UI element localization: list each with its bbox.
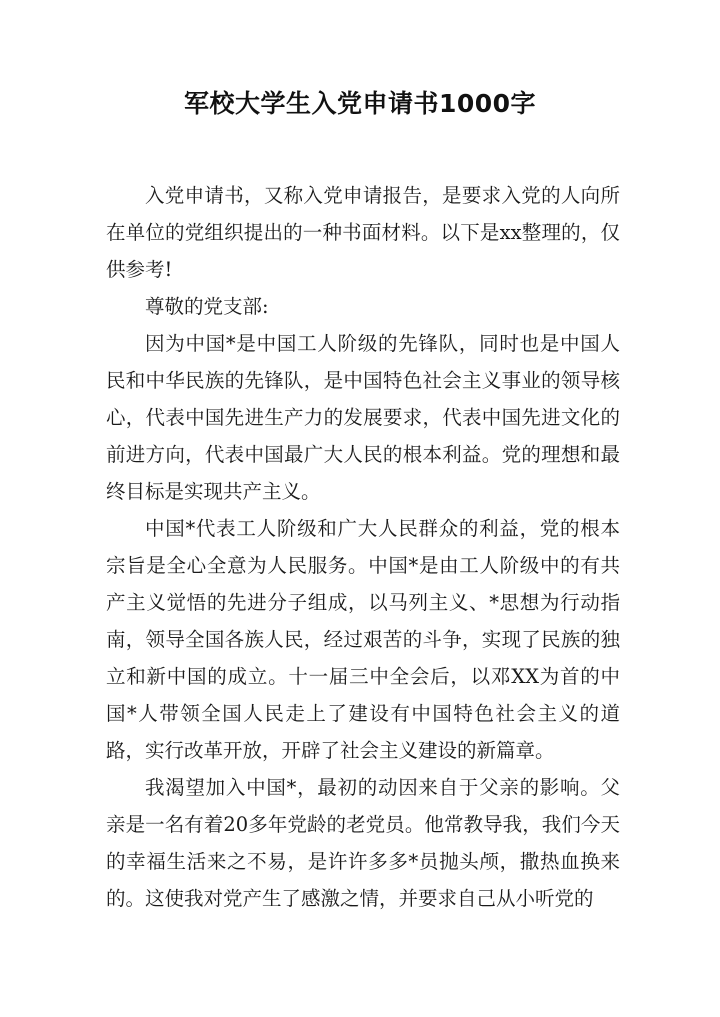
paragraph-motivation: 我渴望加入中国*，最初的动因来自于父亲的影响。父亲是一名有着20多年党龄的老党员。他常教导我，我们今天的幸福生活来之不易，是许许多多*员抛头颅，撒热血换来的。这使我对党产生了感激之情，并要求自己从小听党的: [106, 776, 620, 910]
paragraph-party-nature: 因为中国*是中国工人阶级的先锋队，同时也是中国人民和中华民族的先锋队，是中国特色社会主义事业的领导核心，代表中国先进生产力的发展要求，代表中国先进文化的前进方向，代表中国最广大人民的根本利益。党的理想和最终目标是实现共产主义。: [106, 332, 620, 503]
document-title: 军校大学生入党申请书1000字: [183, 89, 537, 118]
paragraph-salutation: 尊敬的党支部:: [145, 295, 269, 318]
paragraph-intro: 入党申请书，又称入党申请报告，是要求入党的人向所在单位的党组织提出的一种书面材料。以下是xx整理的，仅供参考!: [106, 184, 620, 281]
document-body: [106, 177, 620, 917]
paragraph-party-purpose: 中国*代表工人阶级和广大人民群众的利益，党的根本宗旨是全心全意为人民服务。中国*是由工人阶级中的有共产主义觉悟的先进分子组成，以马列主义、*思想为行动指南，领导全国各族人民，经过艰苦的斗争，实现了民族的独立和新中国的成立。十一届三中全会后，以邓XX为首的中国*人带领全国人民走上了建设有中国特色社会主义的道路，实行改革开放，开辟了社会主义建设的新篇章。: [106, 517, 620, 762]
